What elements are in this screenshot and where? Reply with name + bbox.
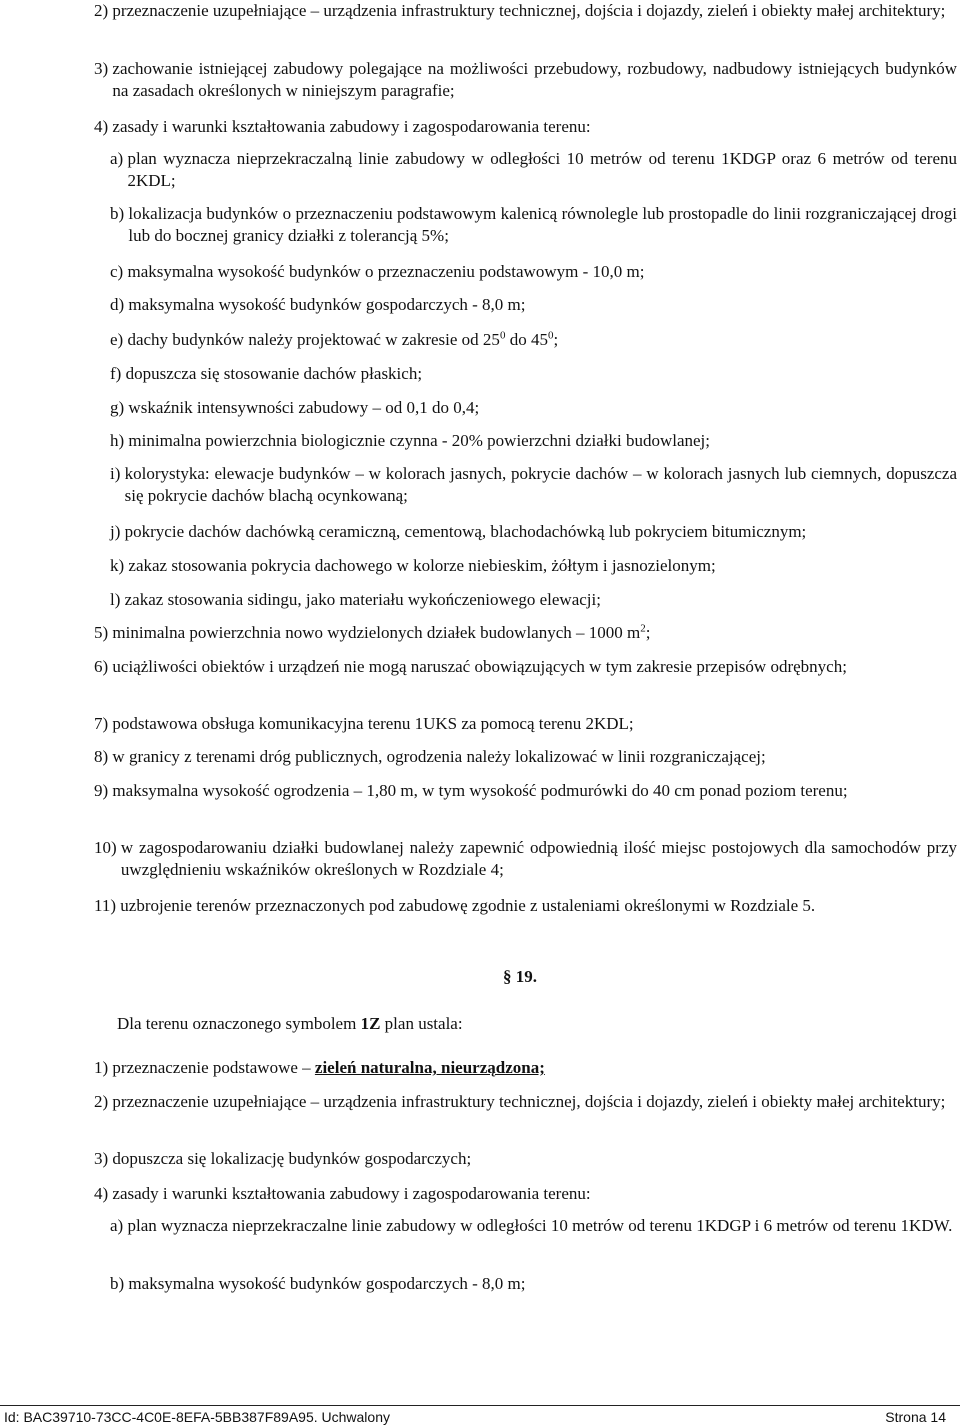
sub-item: h) minimalna powierzchnia biologicznie czynna - 20% powierzchni działki budowlanej; bbox=[110, 431, 710, 450]
list-item: 8) w granicy z terenami dróg publicznych, ogrodzenia należy lokalizować w linii rozgraniczającej; bbox=[94, 747, 766, 766]
list-item: 3) zachowanie istniejącej zabudowy polegające na możliwości przebudowy, rozbudowy, nadbudowy istniejących budynków na zasadach określonych w niniejszym paragrafie; bbox=[94, 59, 957, 100]
page-footer bbox=[0, 1405, 960, 1428]
list-item: 5) minimalna powierzchnia nowo wydzielonych działek budowlanych – 1000 $m^2$; bbox=[94, 622, 651, 642]
list-item: 4) zasady i warunki kształtowania zabudowy i zagospodarowania terenu: bbox=[94, 117, 591, 136]
document-id: Id: BAC39710-73CC-4C0E-8EFA-5BB387F89A95. Uchwalony bbox=[4, 1409, 390, 1425]
sub-item: a) plan wyznacza nieprzekraczalne linie zabudowy w odległości 10 metrów od terenu 1KDGP i 6 metrów od terenu 1KDW. bbox=[110, 1216, 953, 1235]
list-item: 11) uzbrojenie terenów przeznaczonych pod zabudowę zgodnie z ustaleniami określonymi w Rozdziale 5. bbox=[94, 896, 816, 915]
sub-item: k) zakaz stosowania pokrycia dachowego w kolorze niebieskim, żółtym i jasnozielonym; bbox=[110, 556, 716, 575]
sub-item: b) lokalizacja budynków o przeznaczeniu podstawowym kalenicą równolegle lub prostopadle do linii rozgraniczającej drogi lub do bocznej granicy działki z tolerancją 5%; bbox=[110, 204, 957, 245]
list-item: 2) przeznaczenie uzupełniające – urządzenia infrastruktury technicznej, dojścia i dojazdy, zieleń i obiekty małej architektury; bbox=[94, 1092, 946, 1111]
page-number: Strona 14 bbox=[885, 1409, 946, 1425]
list-item: 4) zasady i warunki kształtowania zabudowy i zagospodarowania terenu: bbox=[94, 1184, 591, 1203]
sub-item: f) dopuszcza się stosowanie dachów płaskich; bbox=[110, 364, 423, 383]
list-item: 2) przeznaczenie uzupełniające – urządzenia infrastruktury technicznej, dojścia i dojazdy, zieleń i obiekty małej architektury; bbox=[94, 1, 946, 20]
sub-item: b) maksymalna wysokość budynków gospodarczych - 8,0 m; bbox=[110, 1274, 526, 1293]
section-heading: § 19. bbox=[503, 967, 537, 986]
sub-item: d) maksymalna wysokość budynków gospodarczych - 8,0 m; bbox=[110, 295, 526, 314]
list-item: 1) przeznaczenie podstawowe – zieleń naturalna, nieurządzona; bbox=[94, 1058, 545, 1077]
sub-item: e) dachy budynków należy projektować w zakresie od $25^0$ do $45^0$; bbox=[110, 329, 559, 349]
list-item: 7) podstawowa obsługa komunikacyjna terenu 1UKS za pomocą terenu 2KDL; bbox=[94, 714, 634, 733]
sub-item: c) maksymalna wysokość budynków o przeznaczeniu podstawowym - 10,0 m; bbox=[110, 262, 645, 281]
list-item: 6) uciążliwości obiektów i urządzeń nie mogą naruszać obowiązujących w tym zakresie przepisów odrębnych; bbox=[94, 657, 847, 676]
list-item: 10) w zagospodarowaniu działki budowlanej należy zapewnić odpowiednią ilość miejsc postojowych dla samochodów przy uwzględnieniu wskaźników określonych w Rozdziale 4; bbox=[94, 838, 957, 879]
intro-line: Dla terenu oznaczonego symbolem 1Z plan ustala: bbox=[117, 1014, 463, 1033]
sub-item: i) kolorystyka: elewacje budynków – w kolorach jasnych, pokrycie dachów – w kolorach jasnych lub ciemnych, dopuszcza się pokrycie dachów blachą ocynkowaną; bbox=[110, 464, 957, 505]
sub-item: a) plan wyznacza nieprzekraczalną linie zabudowy w odległości 10 metrów od terenu 1KDGP oraz 6 metrów od terenu 2KDL; bbox=[110, 149, 957, 190]
list-item: 9) maksymalna wysokość ogrodzenia – 1,80 m, w tym wysokość podmurówki do 40 cm ponad poziom terenu; bbox=[94, 781, 848, 800]
sub-item: j) pokrycie dachów dachówką ceramiczną, cementową, blachodachówką lub pokryciem bitumicznym; bbox=[110, 522, 807, 541]
sub-item: g) wskaźnik intensywności zabudowy – od 0,1 do 0,4; bbox=[110, 398, 480, 417]
sub-item: l) zakaz stosowania sidingu, jako materiału wykończeniowego elewacji; bbox=[110, 590, 601, 609]
list-item: 3) dopuszcza się lokalizację budynków gospodarczych; bbox=[94, 1149, 472, 1168]
